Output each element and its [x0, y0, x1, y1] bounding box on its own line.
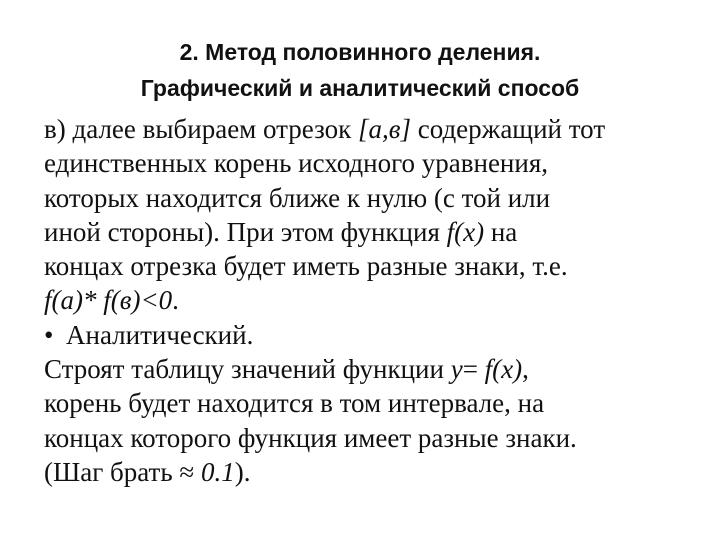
body-line [44, 112, 694, 146]
title-line-2: Графический и аналитический способ [140, 75, 580, 101]
body-text: . [172, 285, 179, 316]
body-line [44, 283, 694, 317]
title-line-1: 2. Метод половинного деления. [179, 39, 541, 65]
body-text: Строят таблицу значений функции [44, 354, 451, 385]
bullet-icon: • [44, 319, 54, 350]
body-text: содержащий тот [410, 114, 606, 144]
body-line [44, 455, 694, 489]
body-text: иной стороны). При этом функция [44, 216, 447, 247]
step-value: 0.1 [194, 456, 235, 487]
body-line: корень будет находится в том интервале, на [44, 388, 545, 419]
body-line [44, 215, 694, 249]
body-text: ). [234, 456, 251, 487]
bullet-text: Аналитический. [66, 319, 254, 350]
variable-notation: y [450, 354, 463, 385]
body-line: единственных корень исходного уравнения, [44, 148, 548, 179]
slide-body [44, 112, 694, 489]
segment-notation: [а,в] [357, 114, 411, 144]
body-line [44, 352, 694, 386]
slide-title [30, 34, 690, 106]
body-line: концах отрезка будет иметь разные знаки, т.е. [44, 251, 568, 282]
body-text: (Шаг брать [44, 456, 180, 487]
body-text: в) далее выбираем отрезок [44, 114, 358, 144]
approx-symbol: ≈ [179, 456, 195, 487]
bullet-item [44, 318, 694, 352]
body-line: которых находится ближе к нулю (с той или [44, 182, 551, 213]
sign-condition-formula: f(а)* f(в)<0 [44, 285, 173, 316]
body-text: на [484, 216, 518, 247]
body-text: , [522, 354, 529, 385]
body-line: концах которого функция имеет разные знаки. [44, 422, 577, 453]
body-text: = [462, 354, 485, 385]
function-notation: f(x) [484, 354, 523, 385]
function-notation: f(x) [446, 216, 485, 247]
